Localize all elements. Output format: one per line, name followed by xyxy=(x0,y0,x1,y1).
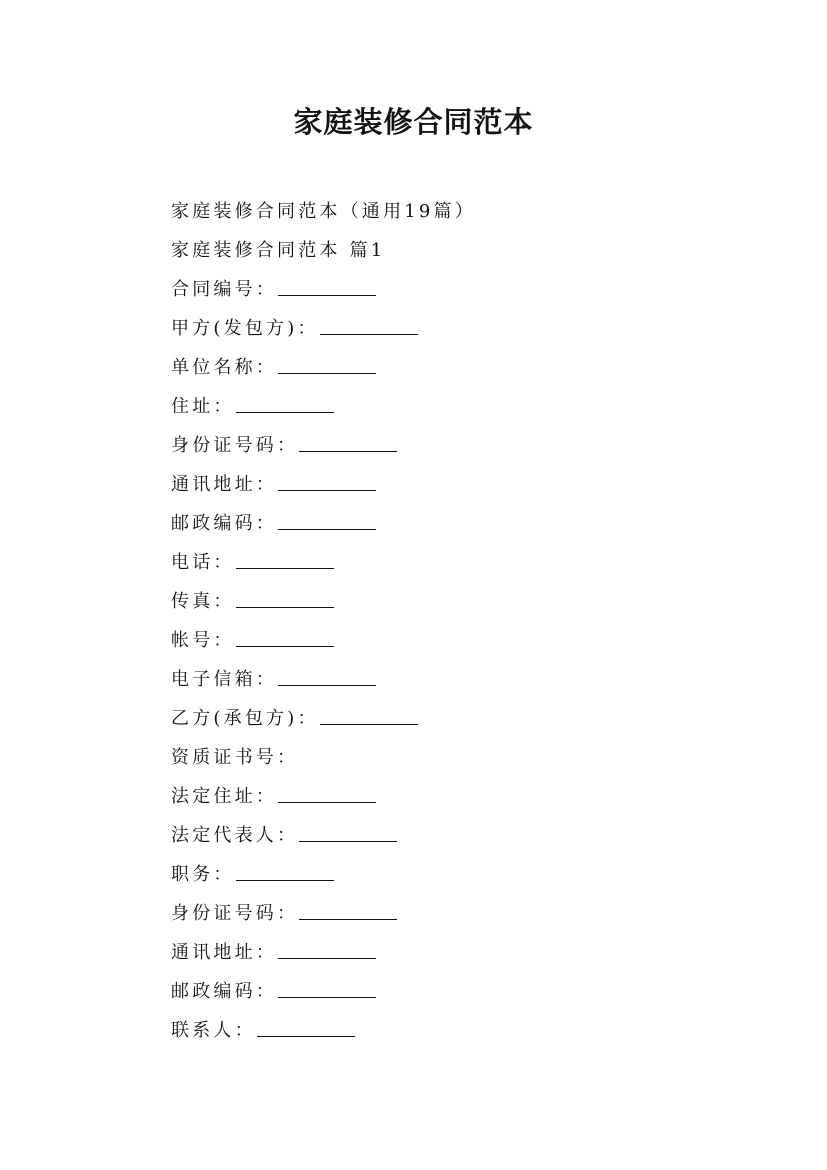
field-label: 电子信箱： xyxy=(171,669,277,690)
fill-in-blank xyxy=(320,712,418,725)
contract-field xyxy=(171,426,731,465)
contract-field xyxy=(171,543,731,582)
field-label: 单位名称： xyxy=(171,357,277,378)
field-label: 帐号： xyxy=(171,630,235,651)
contract-field xyxy=(171,621,731,660)
field-label: 邮政编码： xyxy=(171,981,277,1002)
contract-field xyxy=(171,387,731,426)
contract-field xyxy=(171,894,731,933)
contract-field xyxy=(171,309,731,348)
contract-field xyxy=(171,933,731,972)
contract-field xyxy=(171,972,731,1011)
fill-in-blank xyxy=(299,829,397,842)
field-label: 传真： xyxy=(171,591,235,612)
document-subtitle: 家庭装修合同范本（通用19篇） xyxy=(171,201,476,222)
contract-field xyxy=(171,738,731,777)
fill-in-blank xyxy=(236,634,334,647)
field-label: 通讯地址： xyxy=(171,942,277,963)
fill-in-blank xyxy=(299,907,397,920)
fill-in-blank xyxy=(278,517,376,530)
contract-field xyxy=(171,816,731,855)
fill-in-blank xyxy=(236,868,334,881)
document-title: 家庭装修合同范本 xyxy=(293,105,534,139)
contract-field xyxy=(171,699,731,738)
field-label: 甲方(发包方)： xyxy=(171,318,319,339)
field-label: 乙方(承包方)： xyxy=(171,708,319,729)
contract-field xyxy=(171,777,731,816)
contract-field xyxy=(171,504,731,543)
fill-in-blank xyxy=(236,556,334,569)
fill-in-blank xyxy=(278,985,376,998)
field-label: 法定代表人： xyxy=(171,825,299,846)
fill-in-blank xyxy=(278,283,376,296)
section-heading: 家庭装修合同范本 篇1 xyxy=(171,240,386,261)
fill-in-blank xyxy=(278,946,376,959)
field-label: 法定住址： xyxy=(171,786,277,807)
fill-in-blank xyxy=(257,1024,355,1037)
field-label: 通讯地址： xyxy=(171,474,277,495)
fill-in-blank xyxy=(236,595,334,608)
contract-field xyxy=(171,270,731,309)
contract-field xyxy=(171,660,731,699)
field-label: 身份证号码： xyxy=(171,903,299,924)
contract-field xyxy=(171,582,731,621)
contract-fields xyxy=(171,270,731,1050)
fill-in-blank xyxy=(236,400,334,413)
document-body xyxy=(171,192,731,1050)
fill-in-blank xyxy=(278,361,376,374)
fill-in-blank xyxy=(278,478,376,491)
field-label: 邮政编码： xyxy=(171,513,277,534)
field-label: 资质证书号： xyxy=(171,747,299,768)
fill-in-blank xyxy=(278,790,376,803)
contract-field xyxy=(171,1011,731,1050)
contract-field xyxy=(171,348,731,387)
fill-in-blank xyxy=(299,439,397,452)
fill-in-blank xyxy=(278,673,376,686)
field-label: 身份证号码： xyxy=(171,435,299,456)
field-label: 合同编号： xyxy=(171,279,277,300)
field-label: 联系人： xyxy=(171,1020,256,1041)
field-label: 住址： xyxy=(171,396,235,417)
fill-in-blank xyxy=(320,322,418,335)
contract-field xyxy=(171,465,731,504)
contract-field xyxy=(171,855,731,894)
field-label: 电话： xyxy=(171,552,235,573)
field-label: 职务： xyxy=(171,864,235,885)
